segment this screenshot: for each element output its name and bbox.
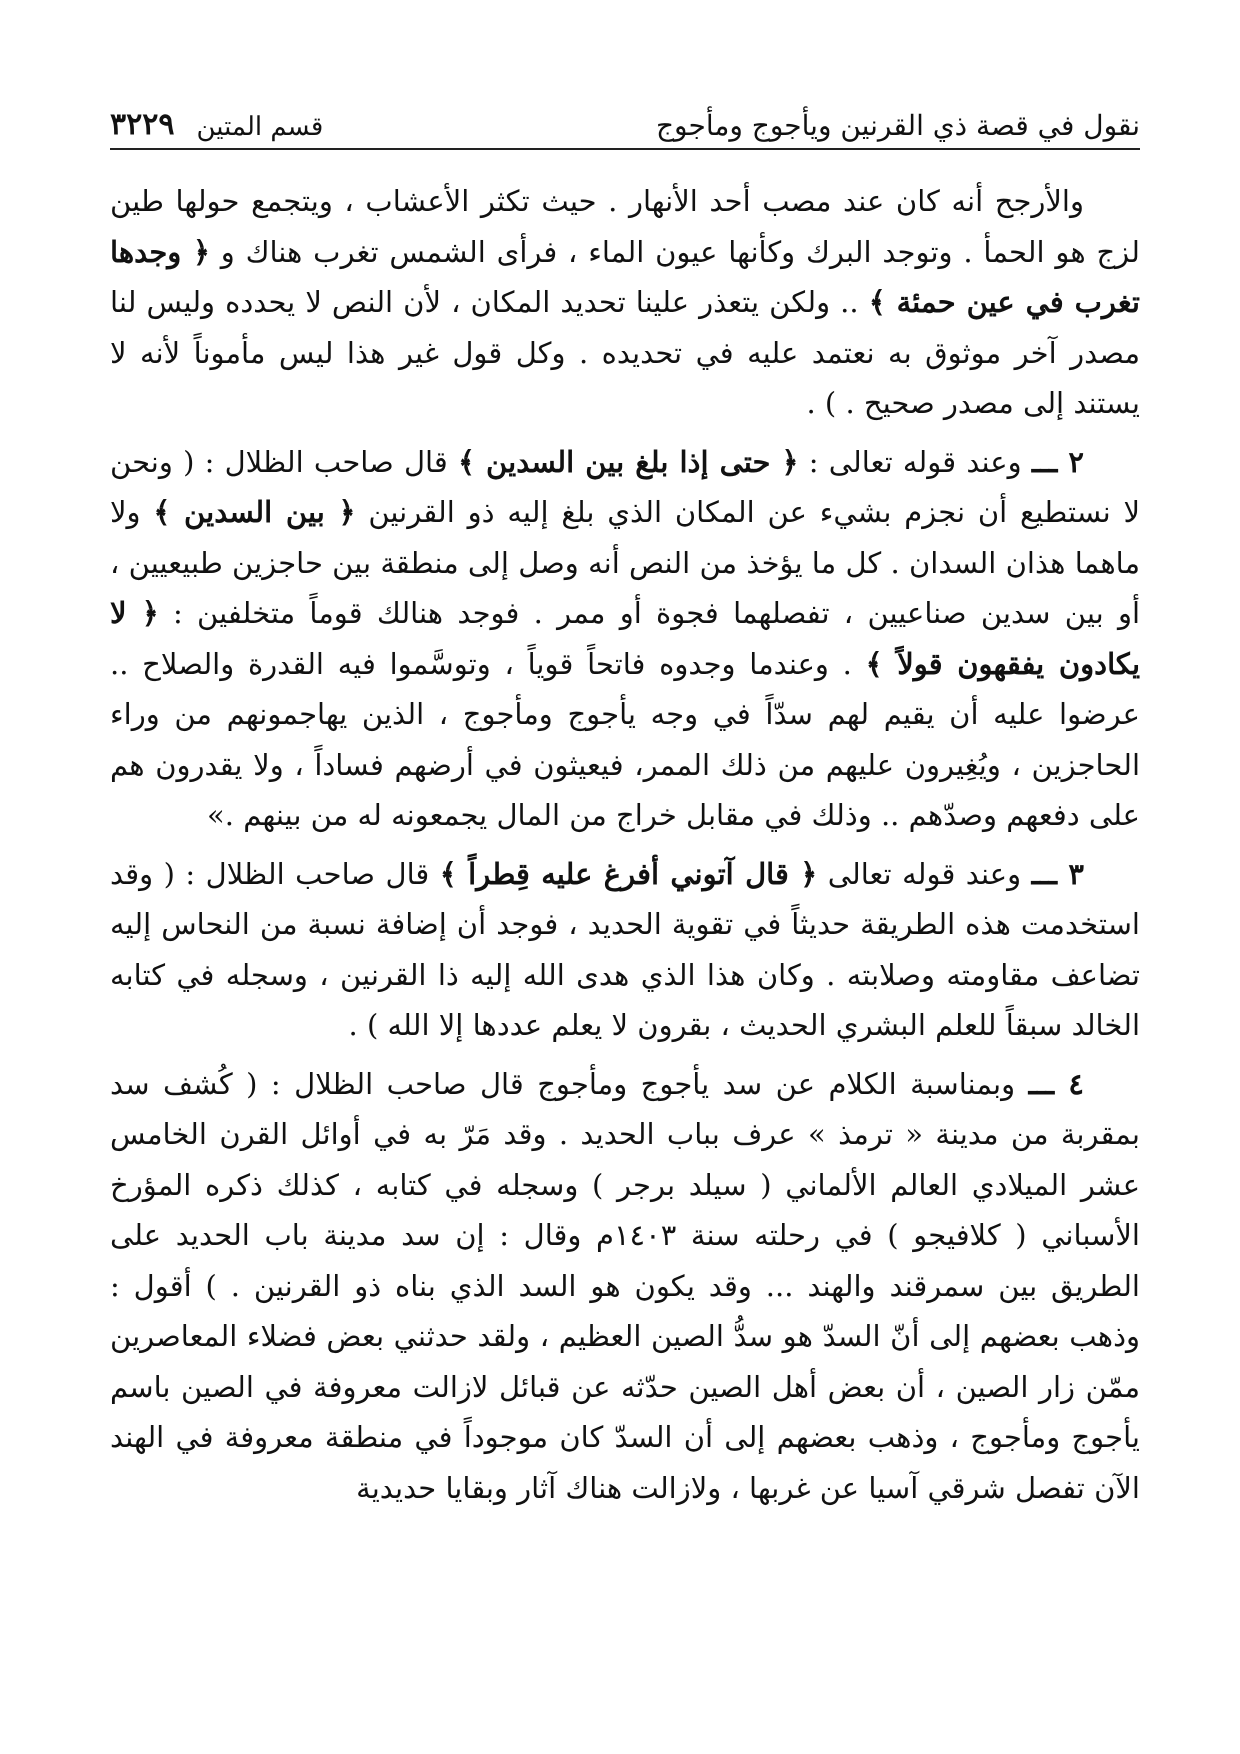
running-title: نقول في قصة ذي القرنين ويأجوج ومأجوج <box>655 109 1140 142</box>
quran-verse: ﴿ وجدها تغرب في عين حمئة ﴾ <box>110 234 1140 319</box>
paragraph-2 <box>110 437 1140 841</box>
header-left-block <box>110 107 323 142</box>
section-name: قسم المتين <box>196 112 324 142</box>
page-number: ٣٢٢٩ <box>110 107 175 142</box>
quran-verse: ﴿ بين السدين ﴾ <box>153 495 356 529</box>
paragraph-2-text-a: وعند قوله تعالى : <box>808 444 1022 479</box>
document-page <box>110 90 1140 1521</box>
paragraph-1-text-a: والأرجح أنه كان عند مصب أحد الأنهار . حيث تكثر الأعشاب ، ويتجمع حولها طين لزج هو الحمأ . وتوجد البرك وكأنها عيون الماء ، فرأى الشمس تغرب هناك و <box>110 184 1141 269</box>
paragraph-2-text-d: . وعندما وجدوه فاتحاً قوياً ، وتوسَّموا فيه القدرة والصلاح .. عرضوا عليه أن يقيم لهم سدّاً في وجه يأجوج ومأجوج ، الذين يهاجمونهم من وراء الحاجزين ، ويُغِيرون عليهم من ذلك الممر، فيعيثون في أرضهم فساداً ، ولا يقدرون هم على دفعهم وصدّهم .. وذلك في مقابل خراج من المال يجمعونه له من بينهم .» <box>110 646 1140 832</box>
quran-verse: ﴿ قال آتوني أفرغ عليه قِطراً ﴾ <box>439 856 818 891</box>
item-number: ٢ ـــ <box>1031 444 1084 479</box>
item-number: ٣ ـــ <box>1031 856 1084 891</box>
paragraph-3 <box>110 849 1140 1051</box>
paragraph-2-text-c: ولا ماهما هذان السدان . كل ما يؤخذ من النص أنه وصل إلى منطقة بين حاجزين طبيعيين ، أو بين سدين صناعيين ، تفصلهما فجوة أو ممر . فوجد هنالك قوماً متخلفين : <box>110 495 1140 630</box>
item-number: ٤ ـــ <box>1028 1066 1084 1101</box>
paragraph-3-text-b: قال صاحب الظلال : ( وقد استخدمت هذه الطريقة حديثاً في تقوية الحديد ، فوجد أن إضافة نسبة من النحاس إليه تضاعف مقاومته وصلابته . وكان هذا الذي هدى الله إليه ذا القرنين ، وسجله في كتابه الخالد سبقاً للعلم البشري الحديث ، بقرون لا يعلم عددها إلا الله ) . <box>110 856 1140 1042</box>
paragraph-3-text-a: وعند قوله تعالى <box>827 856 1022 891</box>
paragraph-2-text-b: قال صاحب الظلال : ( ونحن لا نستطيع أن نجزم بشيء عن المكان الذي بلغ إليه ذو القرنين <box>110 444 1141 529</box>
paragraph-1 <box>110 176 1140 429</box>
quran-verse: ﴿ لا يكادون يفقهون قولاً ﴾ <box>110 596 1141 681</box>
paragraph-4-text: وبمناسبة الكلام عن سد يأجوج ومأجوج قال صاحب الظلال : ( كُشف سد بمقربة من مدينة « ترمذ » عرف بباب الحديد . وقد مَرّ به في أوائل القرن الخامس عشر الميلادي العالم الألماني ( سيلد برجر ) وسجله في كتابه ، كذلك ذكره المؤرخ الأسباني ( كلافيجو ) في رحلته سنة ١٤٠٣م وقال : إن سد مدينة باب الحديد على الطريق بين سمرقند والهند ... وقد يكون هو السد الذي بناه ذو القرنين . ) أقول : وذهب بعضهم إلى أنّ السدّ هو سدُّ الصين العظيم ، ولقد حدثني بعض فضلاء المعاصرين ممّن زار الصين ، أن بعض أهل الصين حدّثه عن قبائل لازالت معروفة في الصين باسم يأجوج ومأجوج ، وذهب بعضهم إلى أن السدّ كان موجوداً في منطقة معروفة في الهند الآن تفصل شرقي آسيا عن غربها ، ولازالت هناك آثار وبقايا حديدية <box>110 1066 1140 1505</box>
paragraph-4 <box>110 1059 1140 1514</box>
paragraph-1-text-b: .. ولكن يتعذر علينا تحديد المكان ، لأن النص لا يحدده وليس لنا مصدر آخر موثوق به نعتمد عليه في تحديده . وكل قول غير هذا ليس مأموناً لأنه لا يستند إلى مصدر صحيح . ) . <box>110 285 1140 420</box>
quran-verse: ﴿ حتى إذا بلغ بين السدين ﴾ <box>457 444 799 479</box>
page-header <box>110 90 1140 150</box>
